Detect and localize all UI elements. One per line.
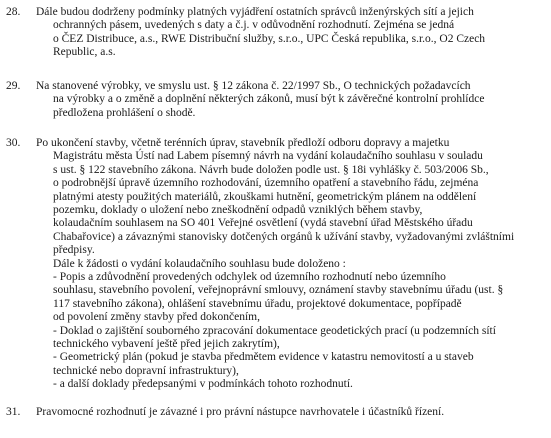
item-number: 29. [6,80,21,92]
item-text-line: technické nebo dopravní infrastruktury), [53,364,239,377]
item-text-line: Na stanovené výrobky, ve smyslu ust. § 12 zákona č. 22/1997 Sb., O technických požadavcích [36,80,471,92]
item-number: 30. [6,137,21,149]
item-text-line: Pravomocné rozhodnutí je závazné i pro právní nástupce navrhovatele i účastníků řízení. [36,406,445,418]
item-text-line: od povolení změny stavby před dokončením, [53,311,260,324]
item-text-line: Republic, a.s. [53,46,116,59]
item-text-line: - a další doklady předepsanými v podmínkách tohoto rozhodnutí. [53,378,353,391]
item-text-line: souhlasu, stavebního povolení, veřejnoprávní smlouvy, oznámení stavby stavebnímu úřadu (ust. § [53,284,504,297]
item-text-line: o podrobnější úpravě územního rozhodování, územního opatření a stavebního řádu, zejména [53,177,479,190]
item-text-line: technického vybavení ještě před jejich zakrytím), [53,338,280,350]
item-text-line: Magistrátu města Ústí nad Labem písemný návrh na vydání kolaudačního souhlasu v souladu [53,150,483,163]
item-text-line: Dále budou dodrženy podmínky platných vyjádření ostatních správců inženýrských sítí a jejich [36,6,474,18]
item-text-line: kolaudačním souhlasem na SO 401 Veřejné osvětlení (vydá stavební úřad Městského úřadu [53,217,473,230]
item-text-line: Chabařovice) a závaznými stanovisky dotčených orgánů k užívání stavby, vyžadovanými zvláštními [53,230,515,243]
item-text-line: na výrobky a o změně a doplnění některých zákonů, musí být k závěrečné kontrolní prohlídce [53,93,485,106]
item-text-line: - Popis a zdůvodnění provedených odchylek od územního rozhodnutí nebo územního [53,271,446,283]
item-text-line: ochranných pásem, uvedených s daty a č.j. v odůvodnění rozhodnutí. Zejména se jedná [53,19,455,32]
item-text-line: předpisy. [53,244,95,257]
item-number: 31. [6,406,21,418]
item-text-line: - Geometrický plán (pokud je stavba předmětem evidence v katastru nemovitostí a u staveb [53,351,474,364]
item-text-line: o ČEZ Distribuce, a.s., RWE Distribuční služby, s.r.o., UPC Česká republika, s.r.o., O2 Czech [53,32,486,45]
item-text-line: Po ukončení stavby, včetně terénních úprav, stavebník předloží odboru dopravy a majetku [36,137,450,149]
item-number: 28. [6,6,21,18]
item-text-line: Dále k žádosti o vydání kolaudačního souhlasu bude doloženo : [53,257,346,270]
item-text-line: předložena prohlášení o shodě. [53,106,196,119]
item-text-line: pozemku, doklady o uložení nebo zneškodnění odpadů vzniklých během stavby, [53,204,423,216]
item-text-line: 117 stavebního zákona), ohlášení stavebnímu úřadu, projektové dokumentace, popřípadě [53,297,462,310]
item-text-line: platnými atesty použitých materiálů, zkouškami hutnění, geometrickým plánem na oddělení [53,190,477,203]
item-text-line: - Doklad o zajištění souborného zpracování dokumentace geodetických prací (u podzemních sítí [53,324,496,337]
item-text-line: s ust. § 122 stavebního zákona. Návrh bude doložen podle ust. § 18i vyhlášky č. 503/2006 Sb., [53,163,489,176]
